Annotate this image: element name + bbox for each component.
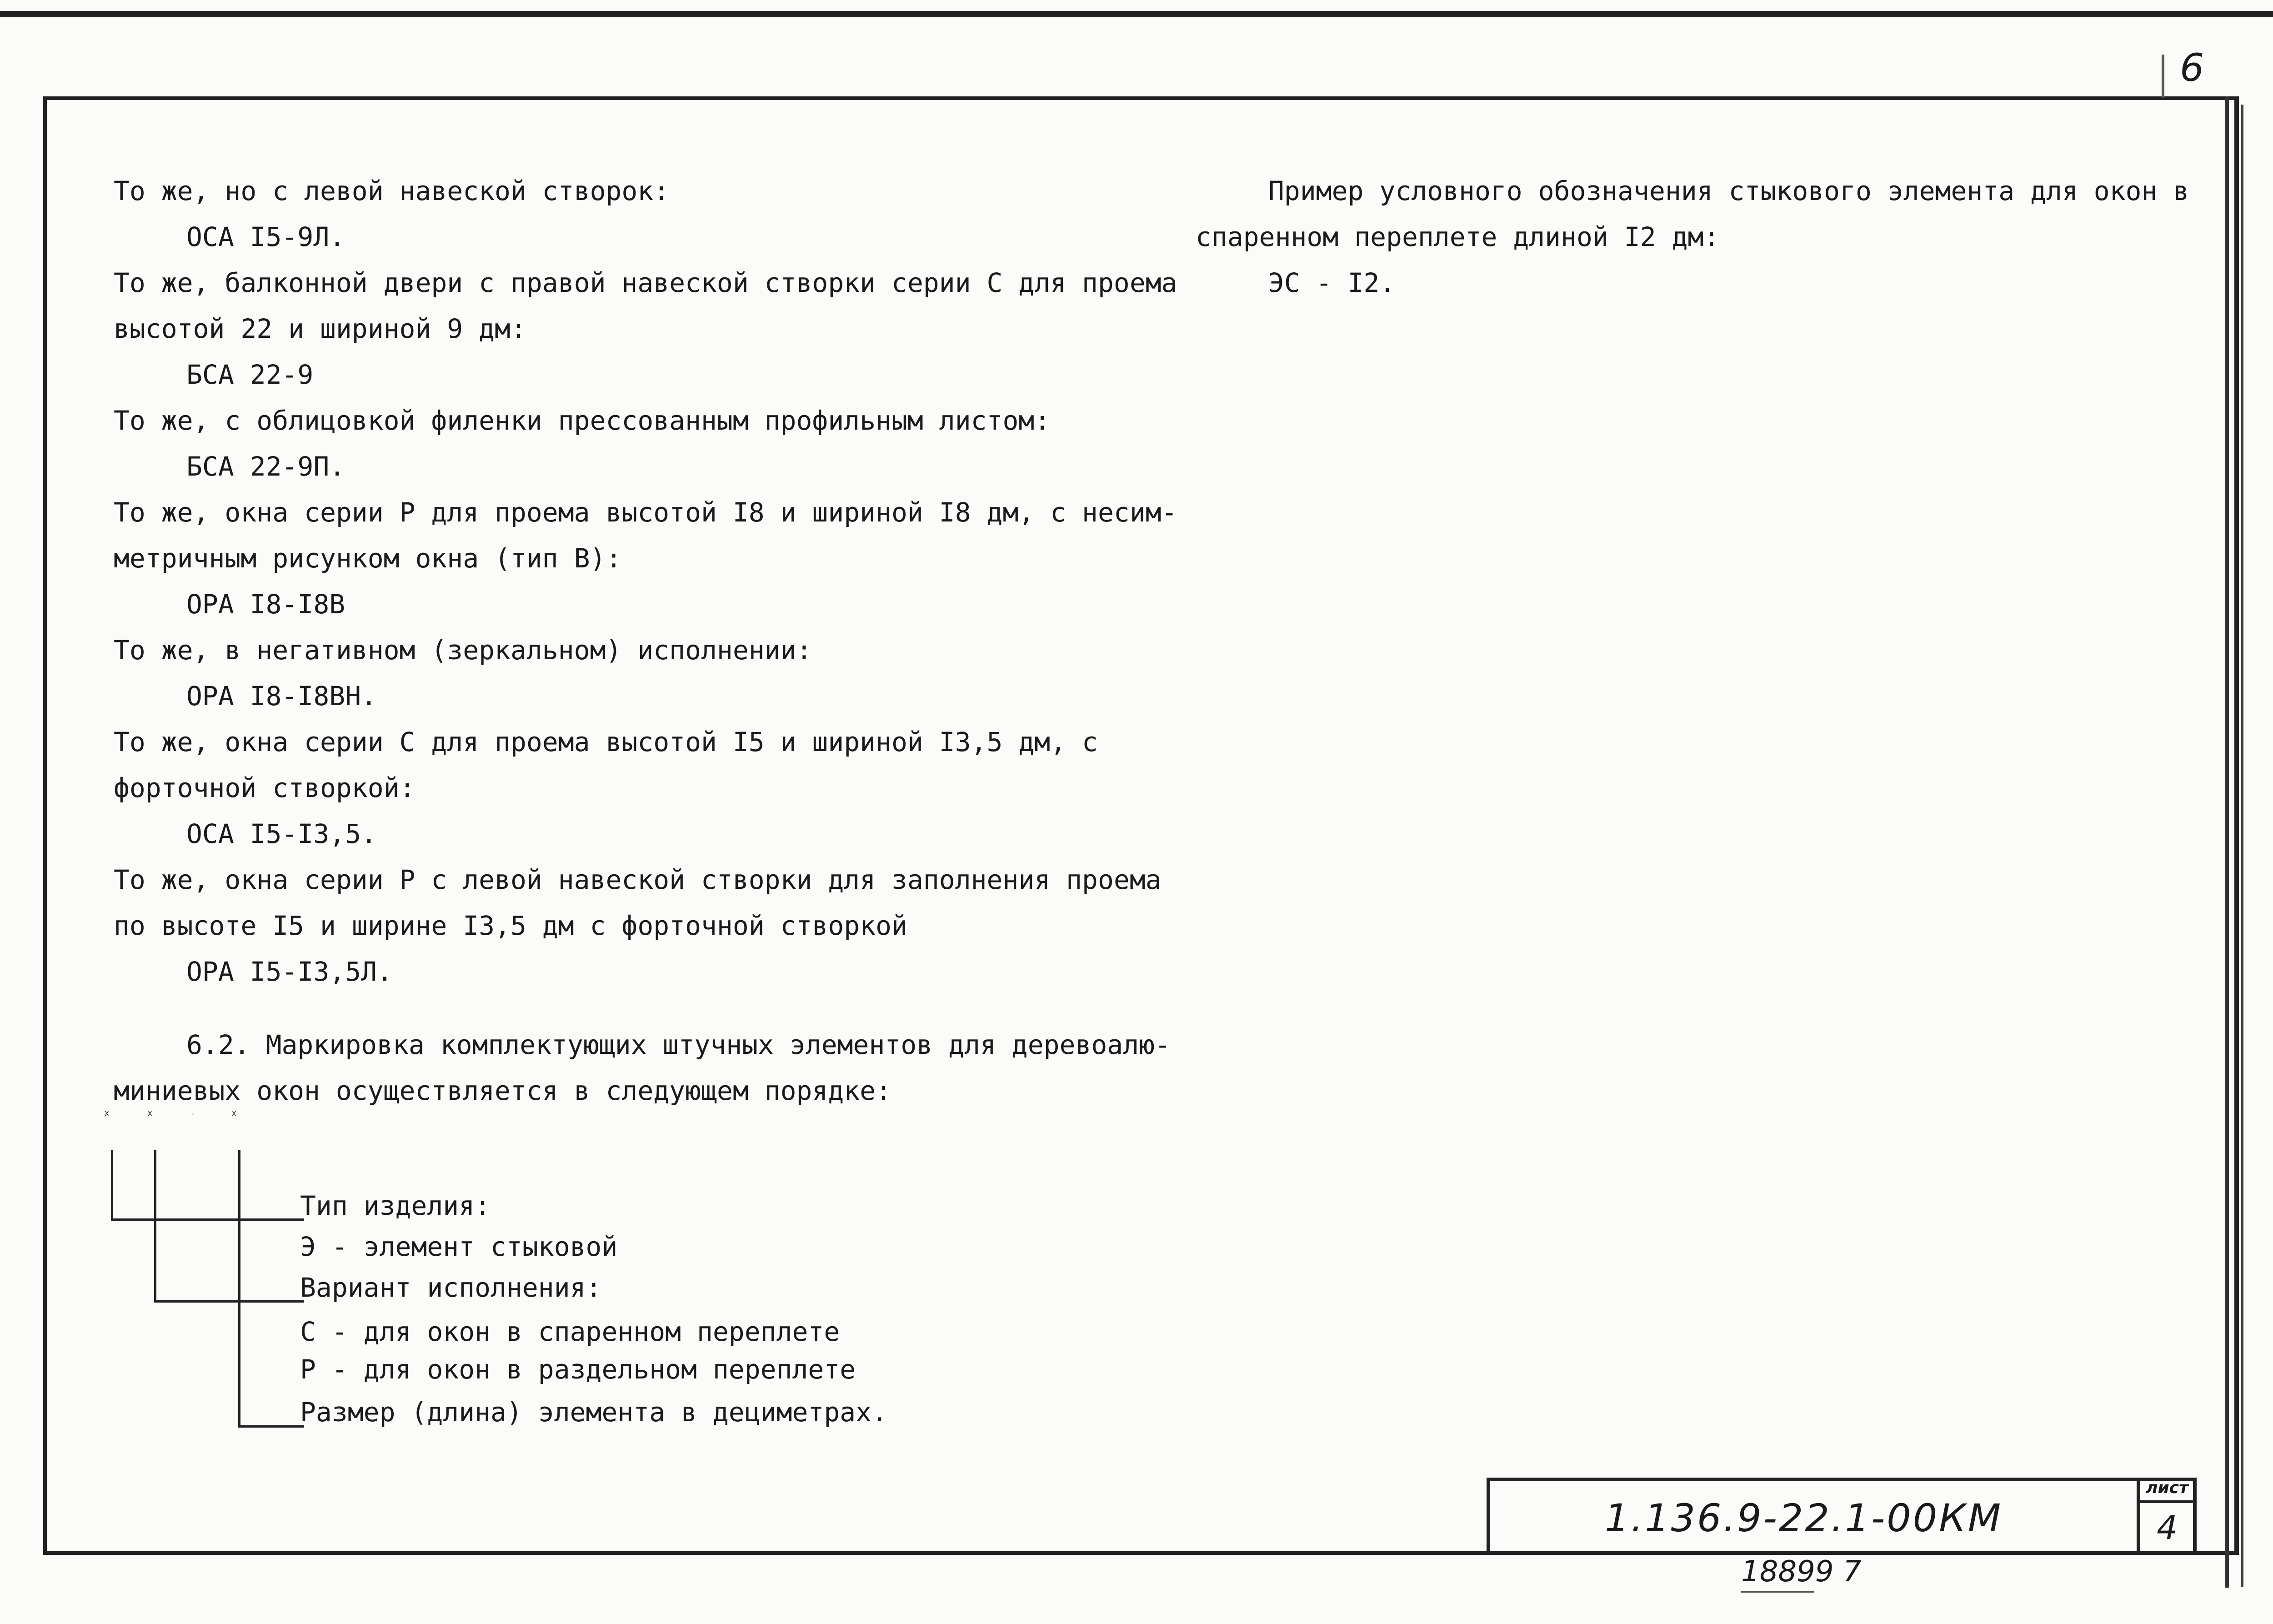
- pattern-x-1: Х: [105, 1109, 109, 1118]
- text-line: То же, балконной двери с правой навеской створки серии С для проема: [114, 267, 1177, 298]
- text-line: по высоте I5 и ширине I3,5 дм с форточной створкой: [114, 910, 907, 941]
- archive-underline: [1741, 1591, 1814, 1593]
- sheet-label: лист: [2146, 1479, 2188, 1497]
- text-line: То же, окна серии С для проема высотой I5 и шириной I3,5 дм, с: [114, 727, 1098, 757]
- frame-right-line-outer: [2241, 105, 2243, 1587]
- page-number-divider: [2162, 55, 2164, 98]
- bracket-line: [154, 1300, 304, 1303]
- section-continuation: миниевых окон осуществляется в следующем порядке:: [114, 1075, 892, 1106]
- text-line: высотой 22 и шириной 9 дм:: [114, 313, 526, 344]
- designation-line: ОРА I5-I3,5Л.: [186, 956, 393, 987]
- text-line: То же, с облицовкой филенки прессованным профильным листом:: [114, 405, 1051, 436]
- diagram-label: С - для окон в спаренном переплете: [300, 1316, 840, 1347]
- text-line: То же, окна серии Р с левой навеской створки для заполнения проема: [114, 864, 1162, 895]
- designation-line: ОРА I8-I8ВН.: [186, 681, 377, 712]
- bracket-line: [111, 1150, 113, 1221]
- pattern-x-3: Х: [232, 1109, 236, 1118]
- diagram-label: Вариант исполнения:: [300, 1272, 602, 1303]
- designation-line: БСА 22-9: [186, 359, 314, 390]
- right-column: [1196, 168, 2189, 306]
- designation-line: БСА 22-9П.: [186, 451, 345, 482]
- section-heading: 6.2. Маркировка комплектующих штучных элементов для деревоалю-: [186, 1029, 1171, 1060]
- designation-line: ОСА I5-9Л.: [186, 221, 345, 252]
- bracket-line: [238, 1425, 304, 1428]
- frame-top-border: [0, 11, 2273, 17]
- diagram-label: Э - элемент стыковой: [300, 1231, 618, 1262]
- document-designation: 1.136.9-22.1-00КМ: [1605, 1496, 2003, 1540]
- text-line: спаренном переплете длиной I2 дм:: [1196, 221, 1720, 252]
- sheet-box-divider: [2137, 1500, 2197, 1503]
- marking-diagram: [105, 1109, 1014, 1428]
- text-line: форточной створкой:: [114, 772, 416, 803]
- text-line: Пример условного обозначения стыкового элемента для окон в: [1268, 175, 2189, 206]
- text-line: То же, окна серии Р для проема высотой I8 и шириной I8 дм, с несим-: [114, 497, 1177, 528]
- bracket-line: [238, 1150, 240, 1428]
- text-line: То же, в негативном (зеркальном) исполнении:: [114, 635, 812, 666]
- paragraph-gap: [114, 995, 1177, 1022]
- page-number: 6: [2180, 45, 2204, 90]
- bracket-line: [111, 1218, 304, 1221]
- diagram-label: Размер (длина) элемента в дециметрах.: [300, 1397, 888, 1428]
- archive-number: 18899 7: [1741, 1555, 1862, 1589]
- designation-line: ЭС - I2.: [1268, 267, 1396, 298]
- sheet-number: 4: [2157, 1509, 2178, 1547]
- frame-right-line: [2225, 96, 2229, 1588]
- diagram-label: Тип изделия:: [300, 1190, 491, 1221]
- designation-line: ОРА I8-I8В: [186, 589, 345, 620]
- pattern-x-2: Х: [148, 1109, 152, 1118]
- pattern-dash: -: [191, 1109, 195, 1118]
- designation-line: ОСА I5-I3,5.: [186, 818, 377, 849]
- diagram-label: Р - для окон в раздельном переплете: [300, 1354, 856, 1385]
- left-column: [114, 168, 1177, 1114]
- text-line: То же, но с левой навеской створок:: [114, 175, 670, 206]
- text-line: метричным рисунком окна (тип В):: [114, 543, 622, 574]
- bracket-line: [154, 1150, 156, 1303]
